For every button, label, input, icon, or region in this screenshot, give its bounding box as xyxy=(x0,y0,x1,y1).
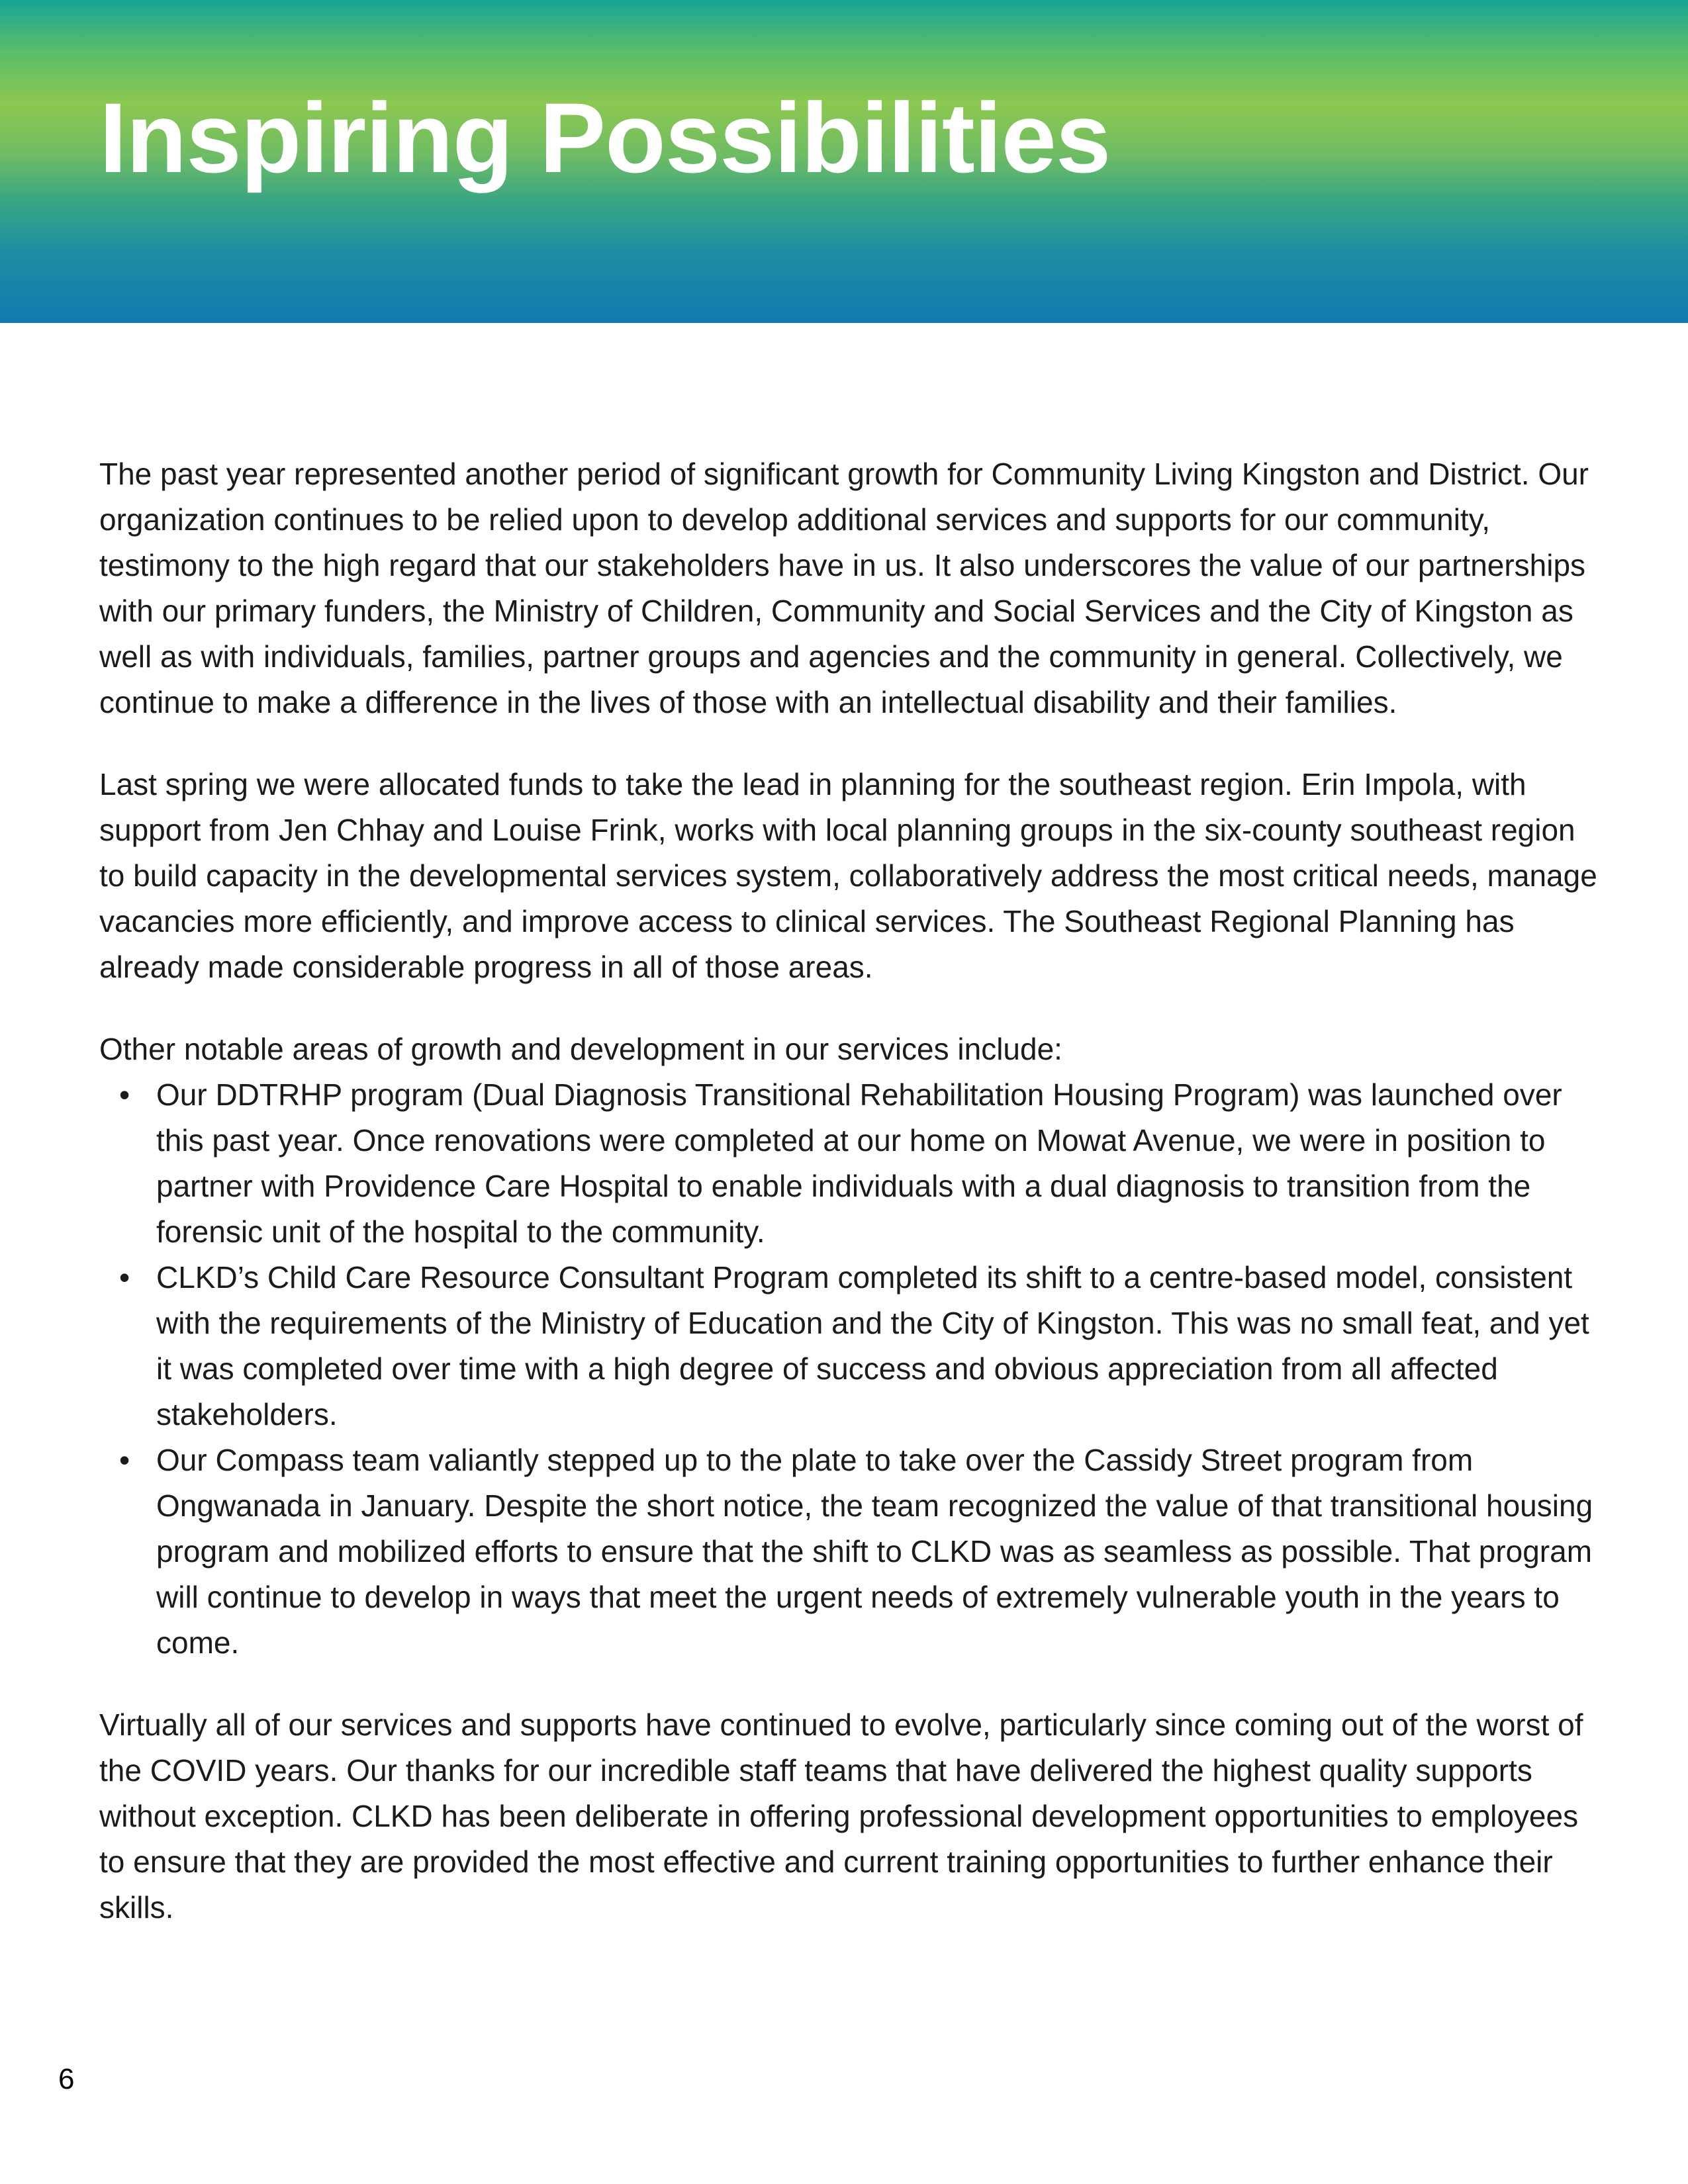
page-number: 6 xyxy=(58,2063,75,2095)
bullet-icon: • xyxy=(119,1443,130,1477)
list-item xyxy=(99,1072,1602,1255)
article-body xyxy=(99,451,1602,1967)
list-item-text: CLKD’s Child Care Resource Consultant Program completed its shift to a centre-based model, consistent with the requirements of the Ministry of Education and the City of Kingston. This was no small feat, and yet it was completed over time with a high degree of success and obvious appreciation from all affected stakeholders. xyxy=(156,1260,1589,1432)
growth-list xyxy=(99,1072,1602,1666)
bullet-icon: • xyxy=(119,1260,130,1295)
list-intro: Other notable areas of growth and development in our services include: xyxy=(99,1032,1062,1066)
page-title: Inspiring Possibilities xyxy=(99,82,1111,193)
header-banner xyxy=(0,0,1688,323)
list-item-text: Our Compass team valiantly stepped up to the plate to take over the Cassidy Street program from Ongwanada in January. Despite the short notice, the team recognized the value of that transitional housing program and mobilized efforts to ensure that the shift to CLKD was as seamless as possible. That program will continue to develop in ways that meet the urgent needs of extremely vulnerable youth in the years to come. xyxy=(156,1443,1593,1660)
paragraph-closing: Virtually all of our services and supports have continued to evolve, particularly since coming out of the worst of the COVID years. Our thanks for our incredible staff teams that have delivered the highest quality supports without exception. CLKD has been deliberate in offering professional development opportunities to employees to ensure that they are provided the most effective and current training opportunities to further enhance their skills. xyxy=(99,1707,1583,1925)
paragraph-growth: The past year represented another period of significant growth for Community Living Kingston and District. Our organization continues to be relied upon to develop additional services and supports for our community, testimony to the high regard that our stakeholders have in us. It also underscores the value of our partnerships with our primary funders, the Ministry of Children, Community and Social Services and the City of Kingston as well as with individuals, families, partner groups and agencies and the community in general. Collectively, we continue to make a difference in the lives of those with an intellectual disability and their families. xyxy=(99,457,1589,719)
list-item xyxy=(99,1437,1602,1666)
list-item xyxy=(99,1255,1602,1437)
paragraph-regional-planning: Last spring we were allocated funds to take the lead in planning for the southeast region. Erin Impola, with support from Jen Chhay and Louise Frink, works with local planning groups in the six-county southeast region to build capacity in the developmental services system, collaboratively address the most critical needs, manage vacancies more efficiently, and improve access to clinical services. The Southeast Regional Planning has already made considerable progress in all of those areas. xyxy=(99,767,1597,984)
list-item-text: Our DDTRHP program (Dual Diagnosis Transitional Rehabilitation Housing Program) was launched over this past year. Once renovations were completed at our home on Mowat Avenue, we were in position to partner with Providence Care Hospital to enable individuals with a dual diagnosis to transition from the forensic unit of the hospital to the community. xyxy=(156,1077,1562,1249)
bullet-icon: • xyxy=(119,1077,130,1112)
